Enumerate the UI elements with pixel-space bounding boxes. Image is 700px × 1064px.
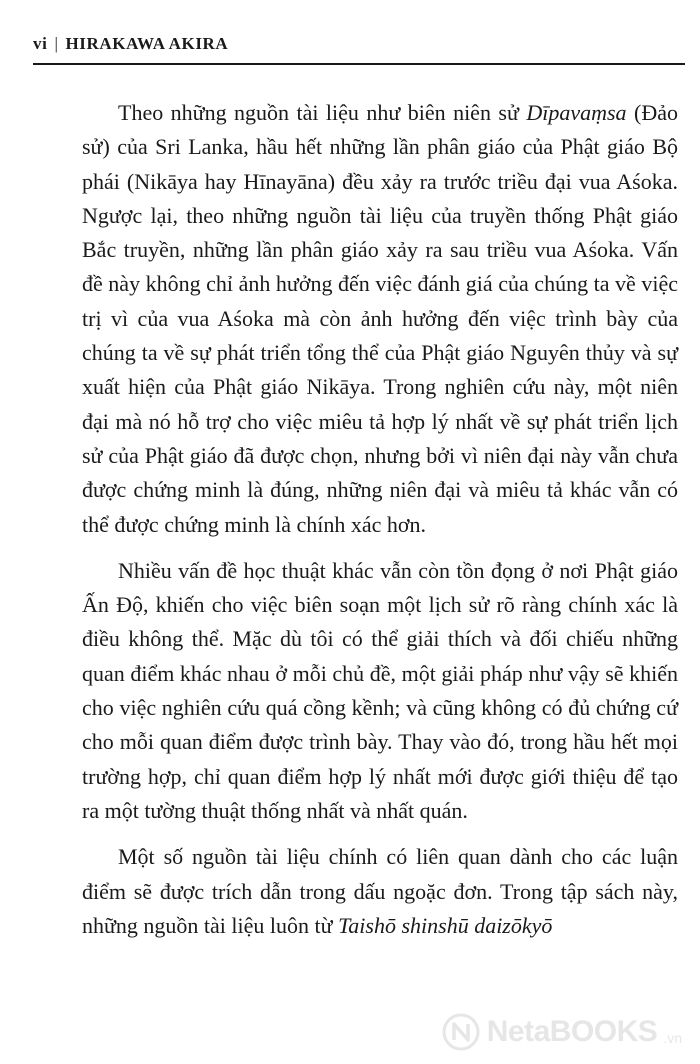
paragraph (82, 554, 678, 828)
italic-title: Taishō shinshū daizōkyō (338, 912, 553, 938)
paragraph (82, 840, 678, 943)
header-rule (33, 63, 685, 65)
paragraph-text: (Đảo sử) của Sri Lanka, hầu hết những lần phân giáo của Phật giáo Bộ phái (Nikāya hay Hīnayāna) đều xảy ra trước triều đại vua Aśoka. Ngược lại, theo những nguồn tài liệu của truyền thống Phật giáo Bắc truyền, những lần phân giáo xảy ra sau triều vua Aśoka. Vấn đề này không chỉ ảnh hưởng đến việc đánh giá của chúng ta về việc trị vì của vua Aśoka mà còn ảnh hưởng đến việc trình bày của chúng ta về sự phát triển tổng thể của Phật giáo Nguyên thủy và sự xuất hiện của Phật giáo Nikāya. Trong nghiên cứu này, một niên đại mà nó hỗ trợ cho việc miêu tả hợp lý nhất về sự phát triển lịch sử của Phật giáo đã được chọn, nhưng bởi vì niên đại này vẫn chưa được chứng minh là đúng, những niên đại và miêu tả khác vẫn có thể được chứng minh là chính xác hơn. (82, 100, 678, 537)
page-number: vi (33, 34, 48, 53)
watermark-text: NetaBOOKS (486, 1015, 658, 1048)
running-header (33, 34, 228, 54)
paragraph (82, 96, 678, 542)
header-separator: | (54, 34, 59, 53)
header-author: HIRAKAWA AKIRA (65, 34, 229, 53)
italic-title: Dīpavaṃsa (526, 100, 627, 125)
watermark (441, 1012, 682, 1052)
paragraph-text: Một số nguồn tài liệu chính có liên quan dành cho các luận điểm sẽ được trích dẫn trong dấu ngoặc đơn. Trong tập sách này, những nguồn tài liệu luôn từ (82, 844, 678, 938)
body-text (82, 96, 678, 943)
paragraph-text: Nhiều vấn đề học thuật khác vẫn còn tồn đọng ở nơi Phật giáo Ấn Độ, khiến cho việc biên soạn một lịch sử rõ ràng chính xác là điều không thể. Mặc dù tôi có thể giải thích và đối chiếu những quan điểm khác nhau ở mỗi chủ đề, một giải pháp như vậy sẽ khiến cho việc nghiên cứu quá cồng kềnh; và cũng không có đủ chứng cứ cho mỗi quan điểm được trình bày. Thay vào đó, trong hầu hết mọi trường hợp, chỉ quan điểm hợp lý nhất mới được giới thiệu để tạo ra một tường thuật thống nhất và nhất quán. (82, 557, 678, 823)
watermark-suffix: .vn (663, 1030, 682, 1046)
paragraph-text: Theo những nguồn tài liệu như biên niên sử (118, 100, 527, 125)
netabooks-logo-icon (441, 1012, 481, 1052)
